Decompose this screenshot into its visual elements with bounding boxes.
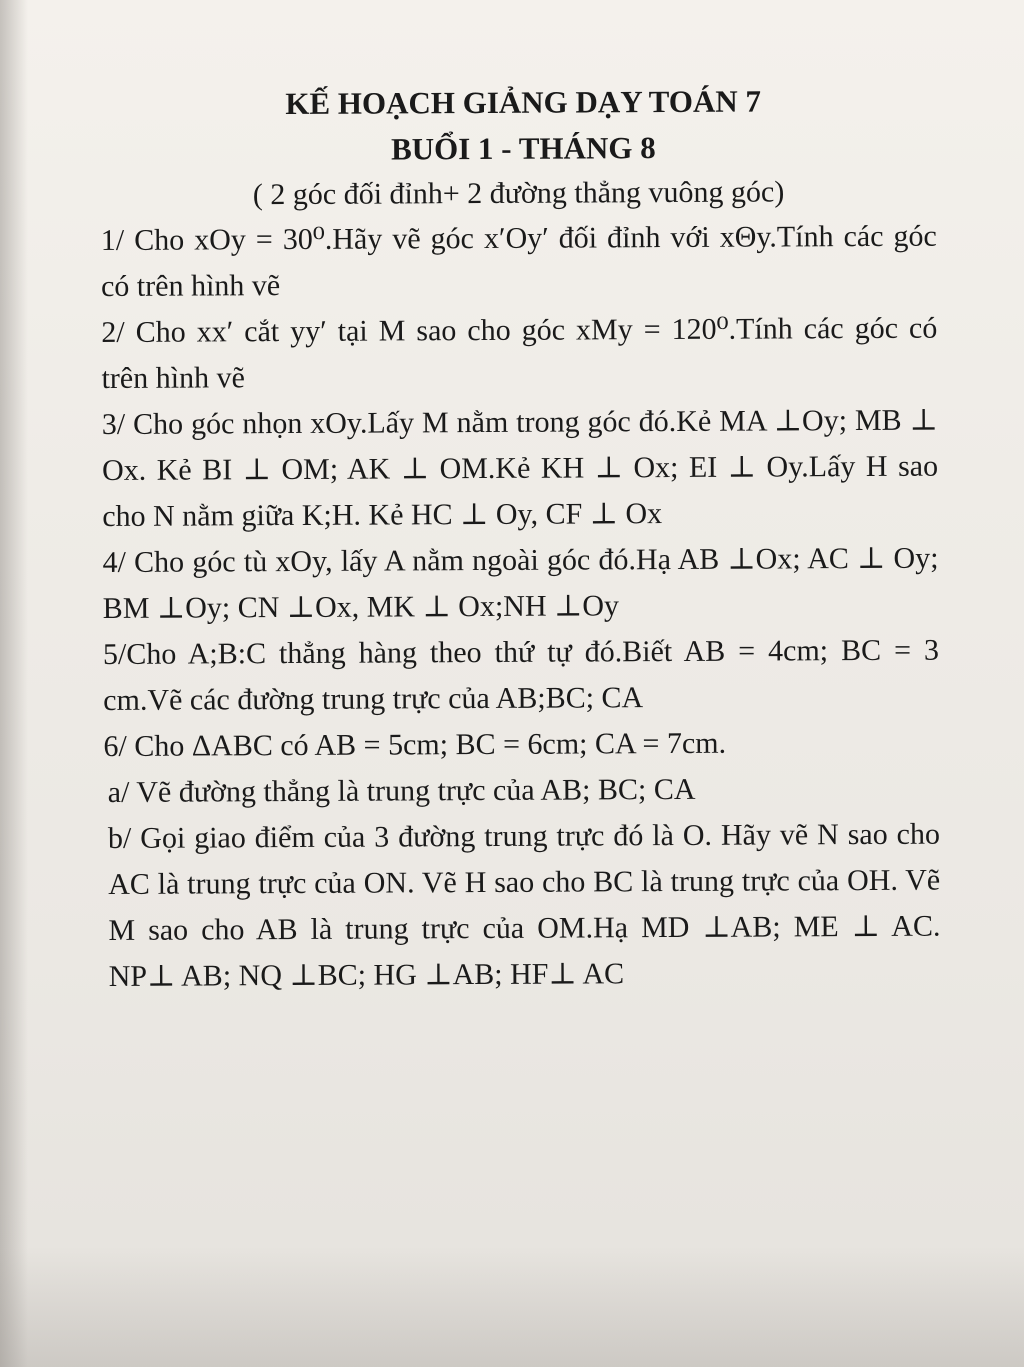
exercise-6a: a/ Vẽ đường thẳng là trung trực của AB; BC; CA bbox=[107, 772, 696, 809]
exercise-2: 2/ Cho xx′ cắt yy′ tại M sao cho góc xMy = 120⁰.Tính các góc có trên hình vẽ bbox=[101, 311, 938, 395]
document-title: KẾ HOẠCH GIẢNG DẠY TOÁN 7 bbox=[285, 83, 762, 122]
exercise-4: 4/ Cho góc tù xOy, lấy A nằm ngoài góc đó.Hạ AB ⊥Ox; AC ⊥ Oy; BM ⊥Oy; CN ⊥Ox, MK ⊥ Ox;NH ⊥Oy bbox=[102, 541, 939, 625]
exercise-5: 5/Cho A;B:C thẳng hàng theo thứ tự đó.Biết AB = 4cm; BC = 3 cm.Vẽ các đường trung trực của AB;BC; CA bbox=[102, 633, 940, 717]
document-content bbox=[100, 78, 941, 1000]
paper-bottom-shadow bbox=[0, 1247, 1024, 1367]
document-subtitle: ( 2 góc đối đỉnh+ 2 đường thẳng vuông góc) bbox=[252, 175, 785, 212]
exercise-6: 6/ Cho ΔABC có AB = 5cm; BC = 6cm; CA = 7cm. bbox=[103, 726, 727, 763]
exercise-6b: b/ Gọi giao điểm của 3 đường trung trực đó là O. Hãy vẽ N sao cho AC là trung trực của ON. Vẽ H sao cho BC là trung trực của OH. Vẽ M sao cho AB là trung trực của OM.Hạ MD ⊥AB; ME ⊥ AC. NP⊥ AB; NQ ⊥BC; HG ⊥AB; HF⊥ AC bbox=[107, 817, 941, 993]
document-session: BUỔI 1 - THÁNG 8 bbox=[390, 130, 656, 167]
exercise-1: 1/ Cho xOy = 30⁰.Hãy vẽ góc x′Oy′ đối đỉnh với xΘy.Tính các góc có trên hình vẽ bbox=[100, 219, 937, 303]
paper-left-shadow bbox=[0, 0, 28, 1367]
exercise-3: 3/ Cho góc nhọn xOy.Lấy M nằm trong góc đó.Kẻ MA ⊥Oy; MB ⊥ Ox. Kẻ BI ⊥ OM; AK ⊥ OM.Kẻ KH ⊥ Ox; EI ⊥ Oy.Lấy H sao cho N nằm giữa K;H. Kẻ HC ⊥ Oy, CF ⊥ Ox bbox=[101, 403, 939, 533]
